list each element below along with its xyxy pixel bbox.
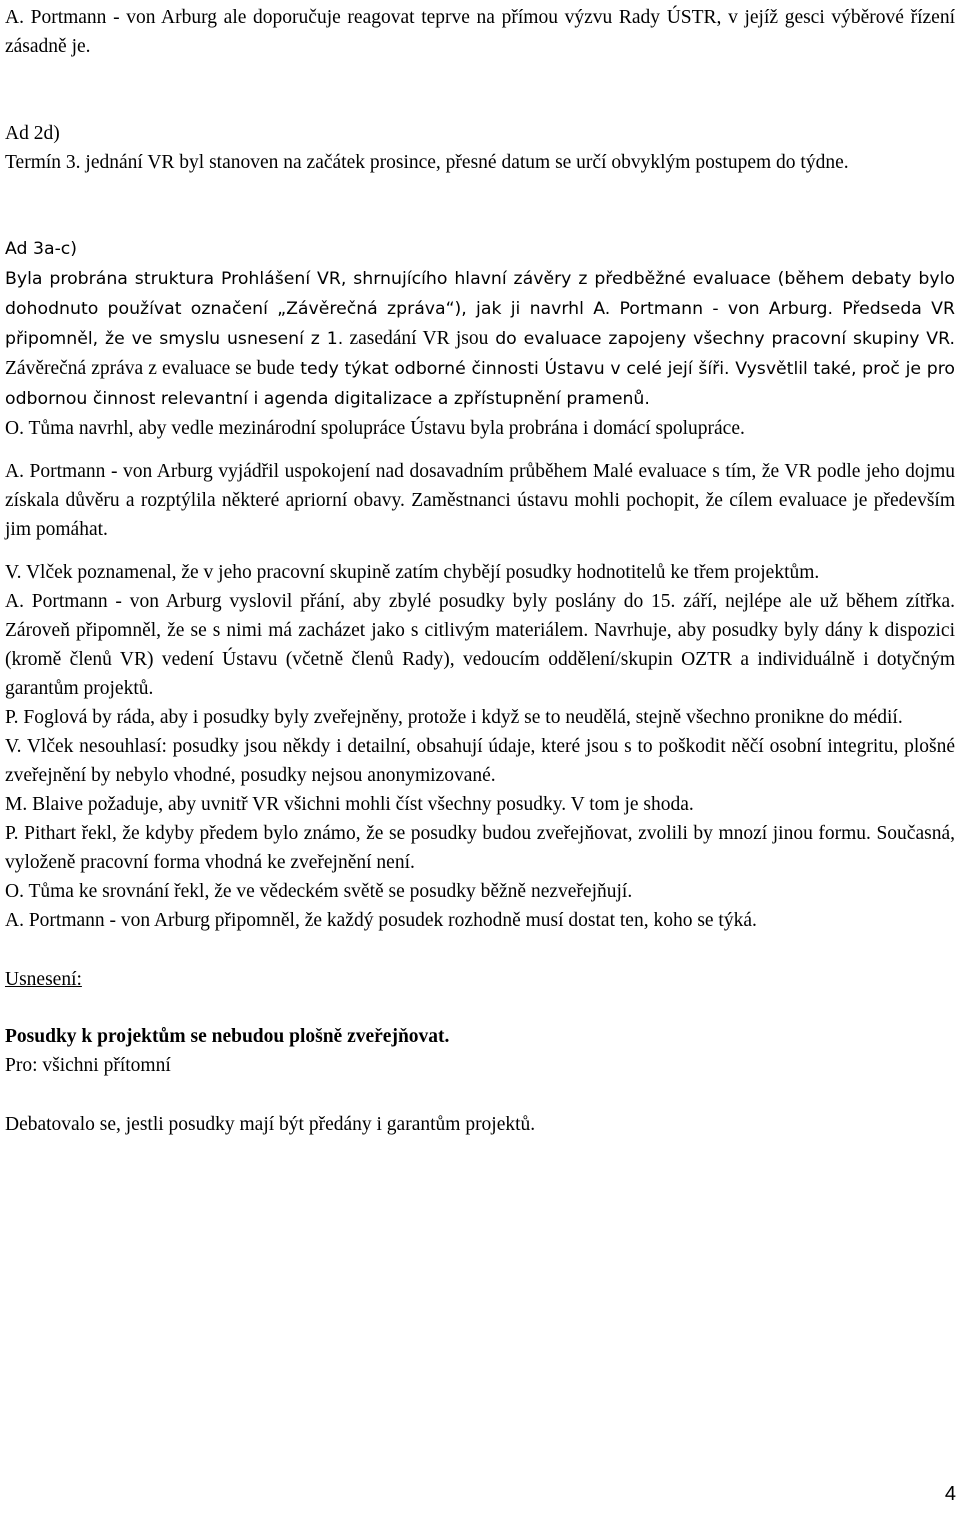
paragraph-structure-b: Předseda VR připomněl, že ve smyslu usnesení z 1.: [5, 299, 955, 349]
resolution-label: Usnesení:: [5, 969, 82, 990]
paragraph-tuma-comparison: O. Tůma ke srovnání řekl, že ve vědeckém světě se posudky běžně nezveřejňují.: [5, 881, 633, 902]
paragraph-debate-garants: Debatovalo se, jestli posudky mají být předány i garantům projektů.: [5, 1114, 536, 1135]
paragraph-structure-f: tedy týkat odborné činnosti Ústavu v celé její šíři.: [294, 359, 730, 379]
paragraph-portmann-deadline: A. Portmann - von Arburg vyslovil přání, aby zbylé posudky byly poslány do 15. září, nejlépe ale už během zítřka. Zároveň připomněl, že se s nimi má zacházet jako s citlivým materiálem. Navrhuje, aby posudky byly dány k dispozici (kromě členů VR) vedení Ústavu (včetně členů Rady), vedoucím oddělení/skupin OZTR a individuálně i dotyčným garantům projektů.: [5, 591, 955, 699]
paragraph-tuma-cooperation: O. Tůma navrhl, aby vedle mezinárodní spolupráce Ústavu byla probrána i domácí spolupráce.: [5, 418, 745, 439]
paragraph-vlcek-missing-reviews: V. Vlček poznamenal, že v jeho pracovní skupině zatím chybějí posudky hodnotitelů ke třem projektům.: [5, 562, 820, 583]
paragraph-structure-e: Závěrečná zpráva z evaluace se bude: [5, 358, 295, 379]
paragraph-structure-a: Byla probrána struktura Prohlášení VR, shrnujícího hlavní závěry z předběžné evaluace (během debaty bylo dohodnuto používat označení „Závěrečná zpráva“), jak ji navrhl A. Portmann - von Arburg.: [5, 269, 955, 319]
page-number: 4: [944, 1483, 956, 1505]
spacer: [5, 443, 955, 457]
spacer: [5, 994, 955, 1022]
spacer: [5, 544, 955, 558]
paragraph-structure-discussion: [5, 264, 955, 414]
paragraph-pithart: P. Pithart řekl, že kdyby předem bylo známo, že se posudky budou zveřejňovat, zvolili by mnozí jinou formu. Současná, vyloženě pracovní forma vhodná ke zveřejnění není.: [5, 823, 955, 873]
paragraph-structure-c: zasedání VR jsou: [343, 328, 489, 349]
spacer: [5, 1080, 955, 1110]
paragraph-structure-d: do evaluace zapojeny všechny pracovní skupiny VR.: [488, 329, 956, 349]
heading-ad-3ac: Ad 3a-c): [5, 239, 78, 259]
paragraph-portmann-recommendation: A. Portmann - von Arburg ale doporučuje reagovat teprve na přímou výzvu Rady ÚSTR, v jejíž gesci výběrové řízení zásadně je.: [5, 7, 955, 57]
spacer: [5, 177, 955, 235]
vote-result: Pro: všichni přítomní: [5, 1055, 171, 1076]
paragraph-portmann-each-review: A. Portmann - von Arburg připomněl, že každý posudek rozhodně musí dostat ten, koho se týká.: [5, 910, 757, 931]
paragraph-portmann-satisfaction: A. Portmann - von Arburg vyjádřil uspokojení nad dosavadním průběhem Malé evaluace s tím, že VR podle jeho dojmu získala důvěru a rozptýlila některé apriorní obavy. Zaměstnanci ústavu mohli pochopit, že cílem evaluace je především jim pomáhat.: [5, 461, 955, 540]
document-page: [5, 3, 955, 1139]
paragraph-meeting-date: Termín 3. jednání VR byl stanoven na začátek prosince, přesné datum se určí obvyklým postupem do týdne.: [5, 152, 849, 173]
paragraph-blaive: M. Blaive požaduje, aby uvnitř VR všichni mohli číst všechny posudky. V tom je shoda.: [5, 794, 694, 815]
paragraph-vlcek-disagree: V. Vlček nesouhlasí: posudky jsou někdy i detailní, obsahují údaje, které jsou s to poškodit něčí osobní integritu, plošné zveřejnění by nebylo vhodné, posudky nejsou anonymizované.: [5, 736, 955, 786]
heading-ad-2d: Ad 2d): [5, 123, 60, 144]
resolution-text: Posudky k projektům se nebudou plošně zveřejňovat.: [5, 1026, 450, 1047]
spacer: [5, 61, 955, 119]
paragraph-structure-g: Vysvětlil také, proč je pro odbornou činnost relevantní i agenda digitalizace a zpřístupnění pramenů.: [5, 359, 955, 409]
spacer: [5, 935, 955, 965]
paragraph-foglova: P. Foglová by ráda, aby i posudky byly zveřejněny, protože i když se to neudělá, stejně všechno pronikne do médií.: [5, 707, 903, 728]
